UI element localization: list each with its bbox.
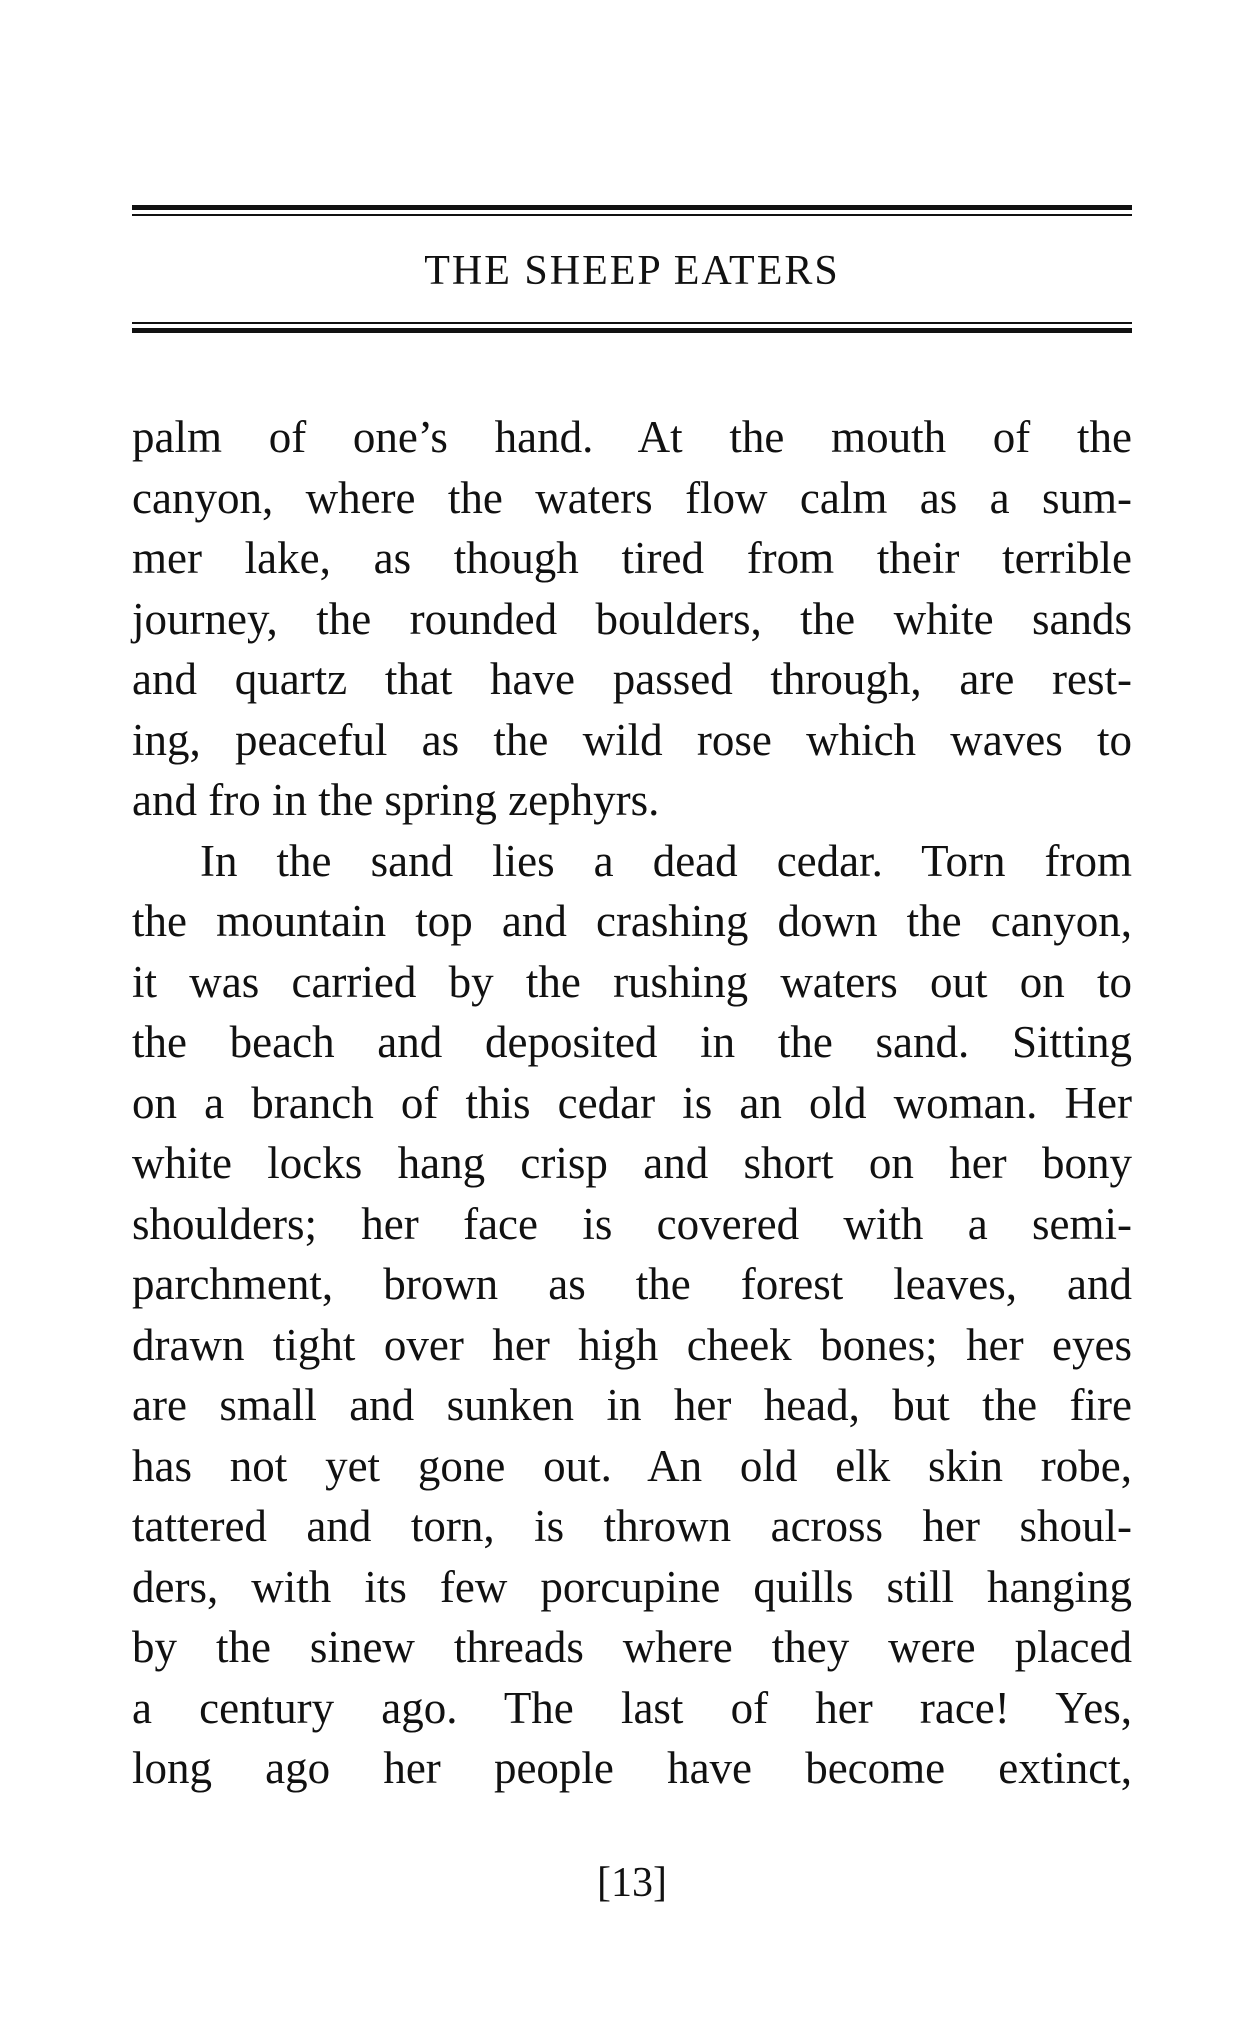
page-number: [13] [597, 1860, 667, 1906]
text-line: it was carried by the rushing waters out on to [132, 956, 1132, 1007]
text-line: tattered and torn, is thrown across her shoul- [132, 1501, 1132, 1551]
text-line: ing, peaceful as the wild rose which waves to [132, 714, 1132, 765]
text-line: mer lake, as though tired from their terrible [132, 533, 1132, 583]
text-line: the beach and deposited in the sand. Sitting [132, 1017, 1132, 1067]
text-line: by the sinew threads where they were placed [132, 1622, 1132, 1672]
text-line: a century ago. The last of her race! Yes, [132, 1682, 1132, 1733]
text-line: white locks hang crisp and short on her bony [132, 1138, 1132, 1188]
text-line: are small and sunken in her head, but the fire [132, 1380, 1132, 1430]
text-line: and quartz that have passed through, are rest- [132, 654, 1132, 704]
text-line: ders, with its few porcupine quills still hanging [132, 1561, 1132, 1612]
text-line: journey, the rounded boulders, the white sands [132, 593, 1132, 644]
text-line: has not yet gone out. An old elk skin robe, [132, 1440, 1132, 1491]
text-line: long ago her people have become extinct, [132, 1743, 1132, 1793]
text-line: In the sand lies a dead cedar. Torn from [200, 835, 1132, 886]
text-line: parchment, brown as the forest leaves, and [132, 1259, 1132, 1309]
text-line: on a branch of this cedar is an old woman. Her [132, 1077, 1132, 1128]
header-rule-bottom [132, 322, 1132, 333]
header-rule-top [132, 205, 1132, 216]
text-line: and fro in the spring zephyrs. [132, 775, 660, 825]
text-line: palm of one’s hand. At the mouth of the [132, 412, 1132, 462]
text-line: the mountain top and crashing down the canyon, [132, 896, 1132, 946]
text-line: canyon, where the waters flow calm as a sum- [132, 472, 1132, 523]
text-line: shoulders; her face is covered with a semi- [132, 1198, 1132, 1249]
running-head: THE SHEEP EATERS [424, 248, 840, 294]
text-line: drawn tight over her high cheek bones; her eyes [132, 1319, 1132, 1370]
body-text [132, 407, 1132, 1799]
